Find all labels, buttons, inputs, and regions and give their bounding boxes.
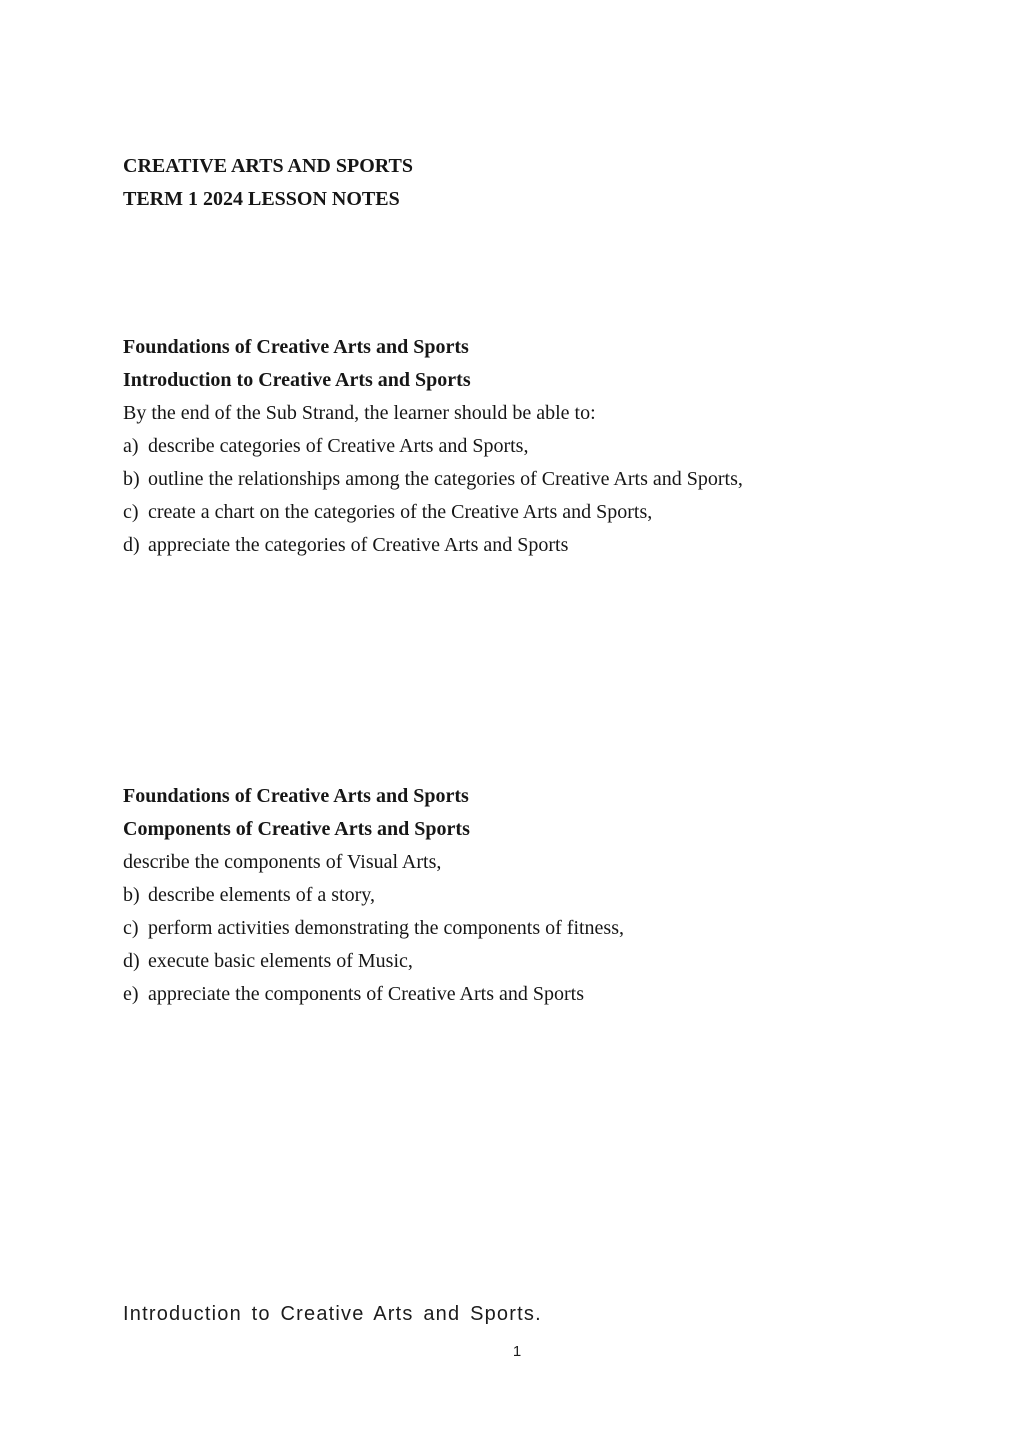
list-item-label: d)	[123, 534, 140, 556]
list-item-text: create a chart on the categories of the Creative Arts and Sports,	[148, 501, 653, 523]
document-title-line-1: CREATIVE ARTS AND SPORTS	[123, 155, 413, 177]
list-item-label: a)	[123, 435, 139, 457]
list-item-label: d)	[123, 950, 140, 972]
list-item-label: e)	[123, 983, 139, 1005]
footer-section-heading	[123, 1300, 944, 1328]
list-item	[123, 430, 944, 463]
list-item-label: c)	[123, 501, 139, 523]
list-item	[123, 879, 944, 912]
section-1-heading-substrand: Introduction to Creative Arts and Sports	[123, 369, 471, 391]
section-2-intro-text: describe the components of Visual Arts,	[123, 851, 442, 873]
list-item-label: b)	[123, 468, 140, 490]
list-item	[123, 496, 944, 529]
document-title-block	[123, 150, 944, 216]
list-item	[123, 978, 944, 1011]
list-item-text: describe elements of a story,	[148, 884, 375, 906]
page-number: 1	[512, 1343, 522, 1360]
section-components	[123, 780, 944, 1011]
list-item-text: execute basic elements of Music,	[148, 950, 413, 972]
list-item	[123, 945, 944, 978]
section-introduction	[123, 331, 944, 562]
section-1-heading-strand: Foundations of Creative Arts and Sports	[123, 336, 469, 358]
list-item-text: perform activities demonstrating the components of fitness,	[148, 917, 624, 939]
section-2-heading-substrand: Components of Creative Arts and Sports	[123, 818, 470, 840]
list-item	[123, 912, 944, 945]
list-item-text: describe categories of Creative Arts and Sports,	[148, 435, 529, 457]
list-item-text: appreciate the categories of Creative Arts and Sports	[148, 534, 569, 556]
list-item-text: appreciate the components of Creative Arts and Sports	[148, 983, 584, 1005]
list-item-label: b)	[123, 884, 140, 906]
list-item-label: c)	[123, 917, 139, 939]
list-item-text: outline the relationships among the categories of Creative Arts and Sports,	[148, 468, 743, 490]
section-1-intro-text: By the end of the Sub Strand, the learner should be able to:	[123, 402, 596, 424]
list-item	[123, 529, 944, 562]
footer-heading-text: Introduction to Creative Arts and Sports.	[123, 1303, 542, 1325]
list-item	[123, 463, 944, 496]
section-2-heading-strand: Foundations of Creative Arts and Sports	[123, 785, 469, 807]
document-title-line-2: TERM 1 2024 LESSON NOTES	[123, 188, 400, 210]
